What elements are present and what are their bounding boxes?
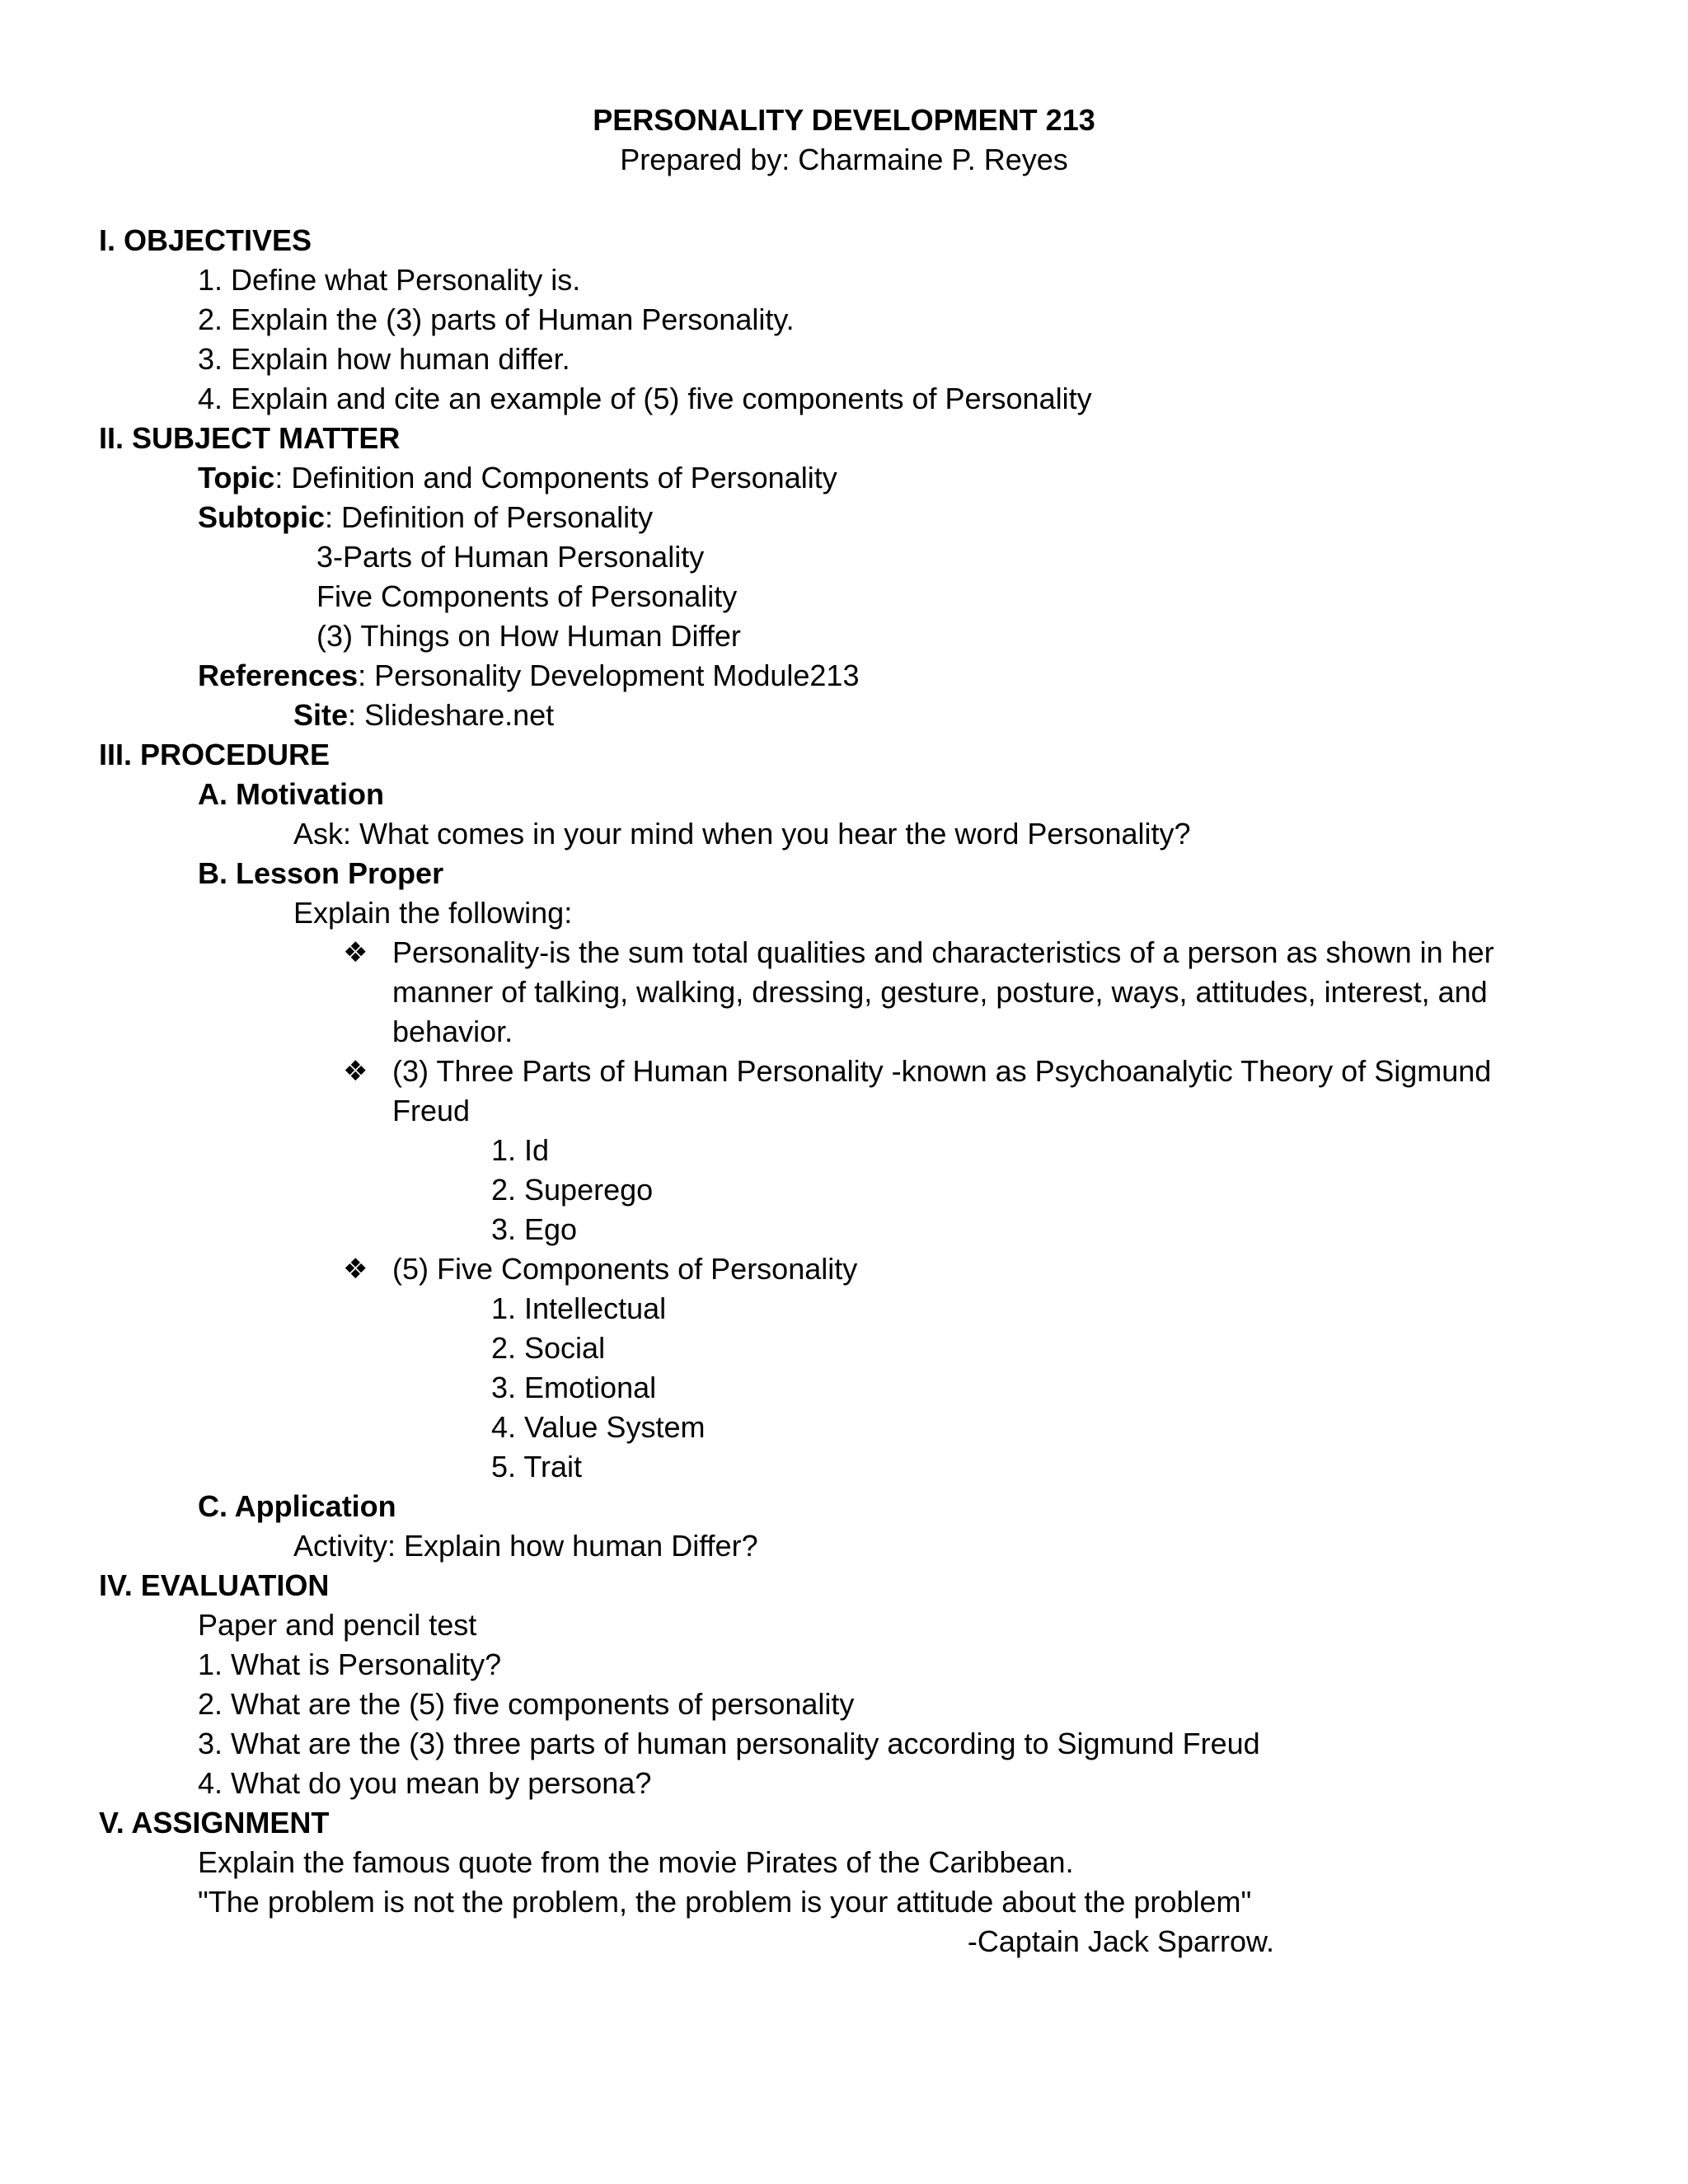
quote-attribution: -Captain Jack Sparrow. — [967, 1924, 1274, 1958]
motivation-heading: A. Motivation — [198, 777, 384, 811]
diamond-bullet-icon: ❖ — [343, 1055, 368, 1088]
objective-item: 4. Explain and cite an example of (5) five components of Personality — [198, 382, 1092, 415]
personality-part-item: 2. Superego — [491, 1173, 654, 1207]
evaluation-question: 4. What do you mean by persona? — [198, 1766, 652, 1800]
lesson-proper-intro: Explain the following: — [293, 896, 573, 930]
application-heading: C. Application — [198, 1489, 396, 1523]
component-item: 1. Intellectual — [491, 1291, 667, 1325]
component-item: 4. Value System — [491, 1410, 706, 1444]
objective-item: 2. Explain the (3) parts of Human Personality. — [198, 302, 795, 336]
subtopic-item: Five Components of Personality — [316, 579, 738, 613]
evaluation-question: 3. What are the (3) three parts of human personality according to Sigmund Freud — [198, 1727, 1260, 1760]
evaluation-question: 2. What are the (5) five components of personality — [198, 1687, 855, 1721]
personality-part-item: 3. Ego — [491, 1212, 578, 1246]
subtopic-item: (3) Things on How Human Differ — [316, 619, 741, 653]
personality-part-item: 1. Id — [491, 1133, 550, 1167]
lesson-proper-heading: B. Lesson Proper — [198, 856, 444, 890]
evaluation-question: 1. What is Personality? — [198, 1647, 502, 1681]
objective-item: 1. Define what Personality is. — [198, 263, 581, 297]
bullet-text-line: manner of talking, walking, dressing, gesture, posture, ways, attitudes, interest, and — [392, 975, 1488, 1009]
assignment-heading: V. ASSIGNMENT — [99, 1806, 330, 1840]
diamond-bullet-icon: ❖ — [343, 936, 368, 969]
objectives-heading: I. OBJECTIVES — [99, 223, 312, 257]
prepared-by: Prepared by: Charmaine P. Reyes — [620, 143, 1068, 176]
subtopic-label: Subtopic — [198, 500, 325, 534]
component-item: 3. Emotional — [491, 1371, 657, 1404]
diamond-bullet-icon: ❖ — [343, 1253, 368, 1286]
subject-matter-heading: II. SUBJECT MATTER — [99, 421, 401, 455]
subtopic-line — [198, 498, 653, 537]
bullet-text-line: (3) Three Parts of Human Personality -known as Psychoanalytic Theory of Sigmund — [392, 1054, 1492, 1088]
bullet-text-line: behavior. — [392, 1015, 513, 1048]
subtopic-value: : Definition of Personality — [324, 500, 654, 534]
component-item: 5. Trait — [491, 1450, 583, 1483]
bullet-text-line: Freud — [392, 1094, 471, 1127]
motivation-text: Ask: What comes in your mind when you hear the word Personality? — [293, 817, 1191, 851]
site-line — [293, 696, 554, 735]
topic-line — [198, 458, 837, 498]
references-value: : Personality Development Module213 — [358, 658, 860, 692]
topic-value: : Definition and Components of Personality — [274, 461, 837, 494]
evaluation-heading: IV. EVALUATION — [99, 1568, 330, 1602]
assignment-quote: "The problem is not the problem, the problem is your attitude about the problem" — [198, 1885, 1252, 1919]
site-label: Site — [293, 698, 349, 732]
subtopic-item: 3-Parts of Human Personality — [316, 540, 705, 574]
objective-item: 3. Explain how human differ. — [198, 342, 570, 376]
procedure-heading: III. PROCEDURE — [99, 738, 331, 771]
bullet-text-line: (5) Five Components of Personality — [392, 1252, 858, 1286]
component-item: 2. Social — [491, 1331, 606, 1365]
site-value: : Slideshare.net — [348, 698, 555, 732]
topic-label: Topic — [198, 461, 275, 494]
document-title: PERSONALITY DEVELOPMENT 213 — [593, 103, 1095, 137]
references-label: References — [198, 658, 359, 692]
references-line — [198, 656, 859, 696]
evaluation-intro: Paper and pencil test — [198, 1608, 477, 1642]
assignment-text: Explain the famous quote from the movie Pirates of the Caribbean. — [198, 1845, 1074, 1879]
application-text: Activity: Explain how human Differ? — [293, 1529, 758, 1563]
bullet-text-line: Personality-is the sum total qualities and characteristics of a person as shown in her — [392, 935, 1494, 969]
